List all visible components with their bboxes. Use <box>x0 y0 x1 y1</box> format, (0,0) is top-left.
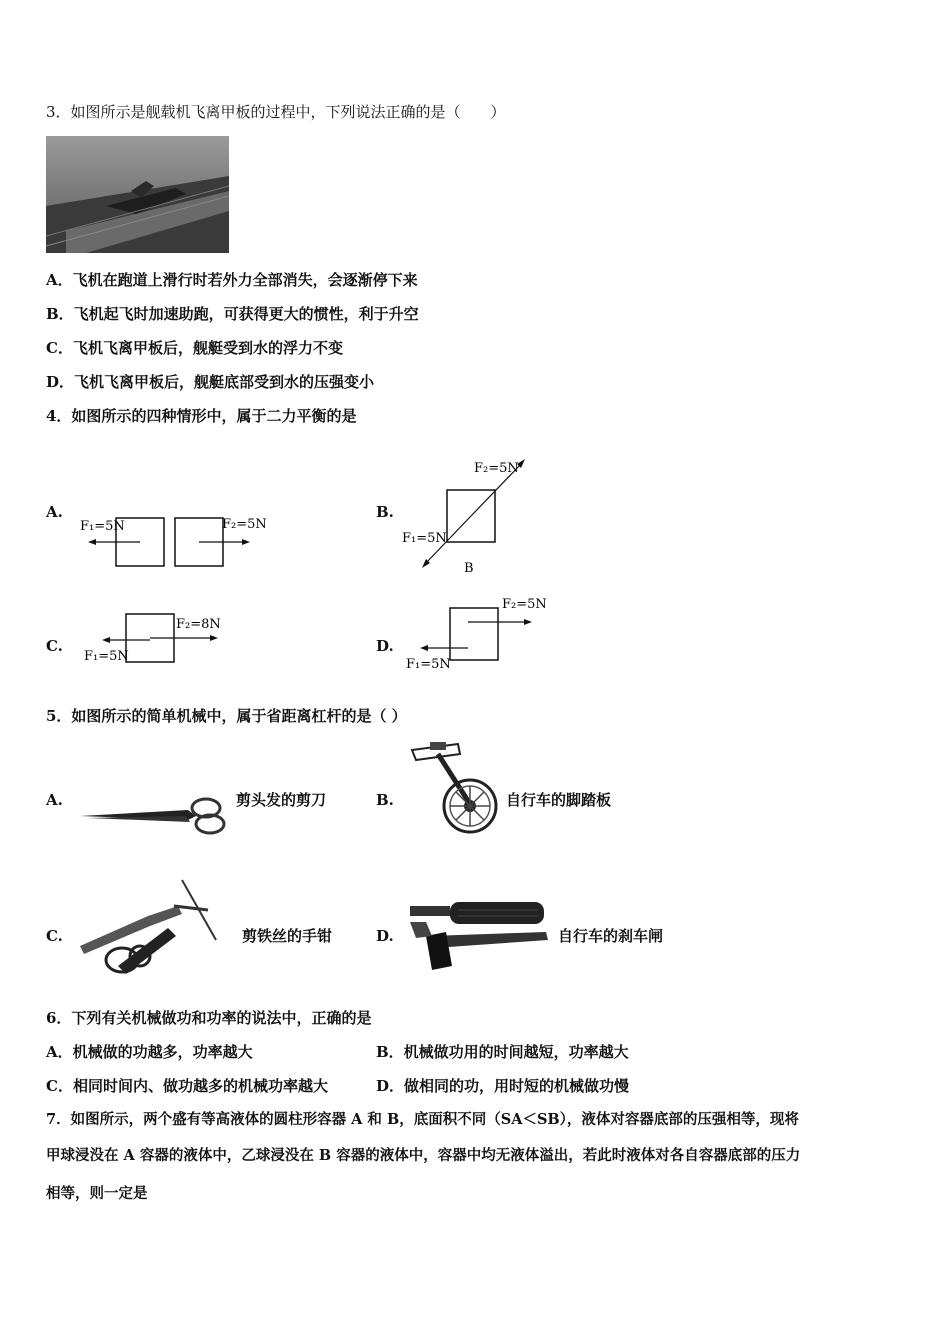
scissors-image <box>78 790 236 840</box>
q4d-f2-label: F₂=5N <box>502 597 547 612</box>
q7-line-1: 7．如图所示，两个盛有等高液体的圆柱形容器 A 和 B，底面积不同（SA＜SB），液体对容器底部的压强相等，现将 <box>46 1111 799 1128</box>
bicycle-pedal-image <box>408 740 508 840</box>
q5-label-b: B. <box>376 791 394 809</box>
q5-caption-d: 自行车的刹车闸 <box>558 927 664 945</box>
q5-stem: 5．如图所示的简单机械中，属于省距离杠杆的是（ ） <box>46 707 407 725</box>
q5-caption-b: 自行车的脚踏板 <box>506 791 612 809</box>
pliers-image <box>78 876 238 980</box>
q4c-f1-label: F₁=5N <box>84 649 129 664</box>
q4-figure-c <box>76 608 236 670</box>
q4-stem: 4．如图所示的四种情形中，属于二力平衡的是 <box>46 407 357 425</box>
q6-option-a: A．机械做的功越多，功率越大 <box>46 1043 253 1061</box>
q5-caption-c: 剪铁丝的手钳 <box>242 927 333 945</box>
q4-label-b: B. <box>376 503 394 521</box>
q4c-f2-label: F₂=8N <box>176 617 221 632</box>
q3-option-c: C．飞机飞离甲板后，舰艇受到水的浮力不变 <box>46 339 343 357</box>
q7-line-3: 相等，则一定是 <box>46 1185 148 1202</box>
q6-option-b: B．机械做功用的时间越短，功率越大 <box>376 1043 629 1061</box>
q3-option-a: A．飞机在跑道上滑行时若外力全部消失，会逐渐停下来 <box>46 271 418 289</box>
q4b-caption: B <box>464 561 474 576</box>
q6-option-d: D．做相同的功，用时短的机械做功慢 <box>376 1077 630 1095</box>
q5-caption-a: 剪头发的剪刀 <box>236 791 327 809</box>
q4a-f2-label: F₂=5N <box>222 517 267 532</box>
q5-label-a: A. <box>46 791 63 809</box>
q4-label-a: A. <box>46 503 63 521</box>
q4-figure-b <box>400 452 550 577</box>
q4b-f1-label: F₁=5N <box>402 531 447 546</box>
q5-label-d: D. <box>376 927 394 945</box>
q3-option-d: D．飞机飞离甲板后，舰艇底部受到水的压强变小 <box>46 373 375 391</box>
q4d-f1-label: F₁=5N <box>406 657 451 672</box>
q4-figure-a <box>76 508 276 573</box>
aircraft-carrier-photo <box>46 136 229 253</box>
q4a-f1-label: F₁=5N <box>80 519 125 534</box>
q4-figure-d <box>400 590 560 675</box>
bicycle-brake-image <box>406 896 548 972</box>
q4-label-d: D. <box>376 637 394 655</box>
q4-label-c: C. <box>46 637 63 655</box>
q3-stem: 3．如图所示是舰载机飞离甲板的过程中，下列说法正确的是（ ） <box>46 103 506 121</box>
q6-option-c: C．相同时间内、做功越多的机械功率越大 <box>46 1077 328 1095</box>
q6-stem: 6．下列有关机械做功和功率的说法中，正确的是 <box>46 1009 372 1027</box>
q3-option-b: B．飞机起飞时加速助跑，可获得更大的惯性，利于升空 <box>46 305 419 323</box>
q4b-f2-label: F₂=5N <box>474 461 519 476</box>
q5-label-c: C. <box>46 927 63 945</box>
q7-line-2: 甲球浸没在 A 容器的液体中，乙球浸没在 B 容器的液体中，容器中均无液体溢出，若此时液体对各自容器底部的压力 <box>46 1147 801 1164</box>
